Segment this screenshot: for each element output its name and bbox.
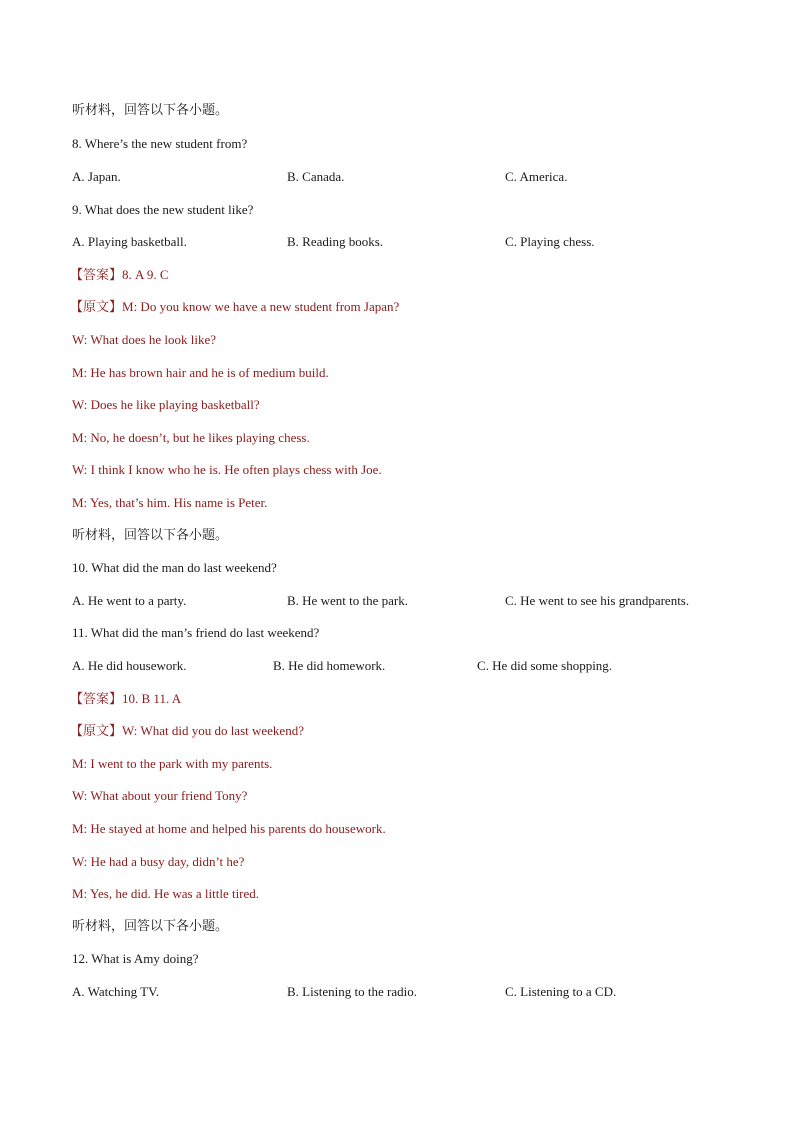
q11-option-a: A. He did housework. — [72, 658, 187, 673]
transcript-line: M: I went to the park with my parents. — [72, 756, 273, 771]
answer-line-2 — [70, 690, 181, 709]
answer-text: 10. B 11. A — [122, 691, 182, 706]
q9-option-a: A. Playing basketball. — [72, 234, 187, 249]
answer-label: 【答案】 — [70, 692, 123, 707]
q10-option-b: B. He went to the park. — [287, 593, 408, 608]
q8-option-b: B. Canada. — [287, 169, 345, 184]
q8-option-c: C. America. — [505, 169, 568, 184]
transcript-line: W: Does he like playing basketball? — [72, 397, 260, 412]
transcript-line: M: Yes, that’s him. His name is Peter. — [72, 495, 268, 510]
transcript-text: M: Do you know we have a new student from Japan? — [122, 299, 400, 314]
section-intro: 听材料，回答以下各小题。 — [72, 919, 229, 934]
transcript-line: W: He had a busy day, didn’t he? — [72, 854, 245, 869]
transcript-line: M: No, he doesn’t, but he likes playing chess. — [72, 430, 310, 445]
answer-label: 【答案】 — [70, 268, 123, 283]
transcript-line: M: Yes, he did. He was a little tired. — [72, 886, 260, 901]
section-intro: 听材料，回答以下各小题。 — [72, 103, 229, 118]
transcript-label: 【原文】 — [70, 300, 123, 315]
transcript-line: W: I think I know who he is. He often plays chess with Joe. — [72, 462, 382, 477]
q11-option-c: C. He did some shopping. — [477, 658, 613, 673]
question-12: 12. What is Amy doing? — [72, 951, 199, 966]
q10-option-c: C. He went to see his grandparents. — [505, 593, 690, 608]
transcript-first-line-2 — [70, 722, 304, 741]
transcript-label: 【原文】 — [70, 724, 123, 739]
section-intro: 听材料，回答以下各小题。 — [72, 528, 229, 543]
q8-option-a: A. Japan. — [72, 169, 121, 184]
q9-option-b: B. Reading books. — [287, 234, 384, 249]
answer-text: 8. A 9. C — [122, 267, 169, 282]
q9-option-c: C. Playing chess. — [505, 234, 595, 249]
transcript-line: W: What does he look like? — [72, 332, 217, 347]
q11-option-b: B. He did homework. — [273, 658, 386, 673]
q10-option-a: A. He went to a party. — [72, 593, 187, 608]
question-8: 8. Where’s the new student from? — [72, 136, 248, 151]
question-9: 9. What does the new student like? — [72, 202, 254, 217]
q12-option-a: A. Watching TV. — [72, 984, 160, 999]
transcript-text: W: What did you do last weekend? — [122, 723, 304, 738]
question-11: 11. What did the man’s friend do last weekend? — [72, 625, 320, 640]
transcript-line: M: He stayed at home and helped his parents do housework. — [72, 821, 386, 836]
q12-option-c: C. Listening to a CD. — [505, 984, 617, 999]
transcript-line: W: What about your friend Tony? — [72, 788, 248, 803]
transcript-first-line-1 — [70, 298, 399, 317]
q12-option-b: B. Listening to the radio. — [287, 984, 417, 999]
question-10: 10. What did the man do last weekend? — [72, 560, 277, 575]
transcript-line: M: He has brown hair and he is of medium build. — [72, 365, 329, 380]
answer-line-1 — [70, 266, 169, 285]
